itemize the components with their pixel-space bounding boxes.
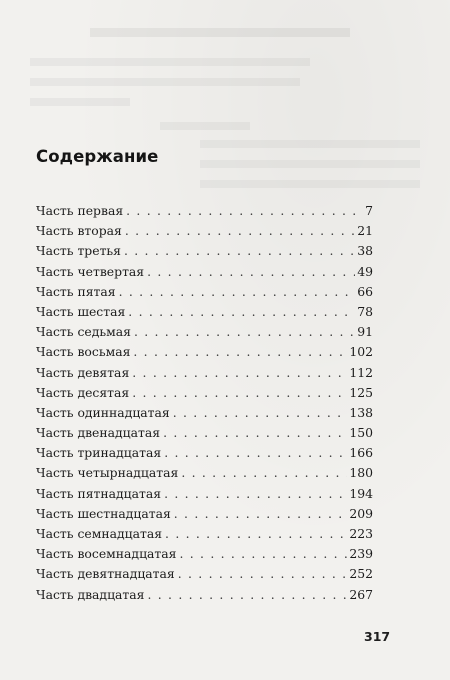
toc-entry-title: Часть семнадцатая xyxy=(36,526,163,541)
toc-entry-title: Часть пятая xyxy=(36,283,116,299)
toc-heading: Содержание xyxy=(36,147,159,166)
toc-entry-page: 267 xyxy=(349,586,373,602)
toc-entry-title: Часть шестнадцатая xyxy=(36,505,171,521)
dot-leader xyxy=(133,342,347,362)
dot-leader xyxy=(178,564,348,584)
toc-entry-page: 102 xyxy=(349,344,373,360)
toc-entry xyxy=(36,504,373,524)
toc-entry xyxy=(36,585,373,605)
toc-entry xyxy=(36,322,373,342)
toc-entry xyxy=(36,302,373,322)
toc-entry xyxy=(36,544,373,564)
toc-entry-title: Часть восемнадцатая xyxy=(36,546,177,562)
dot-leader xyxy=(164,484,347,504)
dot-leader xyxy=(119,282,356,302)
dot-leader xyxy=(147,262,355,282)
toc-entry-page: 125 xyxy=(349,384,373,400)
toc-entry xyxy=(36,221,373,241)
table-of-contents xyxy=(36,201,373,605)
dot-leader xyxy=(173,403,348,423)
toc-entry-page: 138 xyxy=(349,404,373,420)
dot-leader xyxy=(147,585,347,605)
toc-entry xyxy=(36,463,373,483)
toc-entry-page: 78 xyxy=(357,303,373,319)
toc-entry-title: Часть шестая xyxy=(36,303,126,319)
toc-entry-page: 180 xyxy=(349,465,373,481)
page-number: 317 xyxy=(364,629,391,644)
toc-entry-page: 252 xyxy=(349,566,373,582)
toc-entry xyxy=(36,262,373,282)
toc-entry-title: Часть девятая xyxy=(36,364,130,380)
toc-entry xyxy=(36,282,373,302)
toc-entry-page: 91 xyxy=(357,324,373,340)
toc-entry-page: 239 xyxy=(349,546,373,562)
toc-entry-title: Часть десятая xyxy=(36,384,130,400)
dot-leader xyxy=(165,524,347,544)
toc-entry-title: Часть седьмая xyxy=(36,324,131,340)
toc-entry-page: 209 xyxy=(349,505,373,521)
dot-leader xyxy=(132,383,347,403)
toc-entry xyxy=(36,524,373,544)
toc-entry-page: 66 xyxy=(357,283,373,299)
toc-entry-title: Часть девятнадцатая xyxy=(36,566,175,582)
toc-entry-page: 21 xyxy=(357,223,373,239)
dot-leader xyxy=(163,423,347,443)
toc-entry xyxy=(36,241,373,261)
toc-entry-title: Часть тринадцатая xyxy=(36,445,162,461)
toc-entry-page: 49 xyxy=(357,263,373,279)
dot-leader xyxy=(181,463,347,483)
toc-entry-title: Часть двадцатая xyxy=(36,586,145,602)
dot-leader xyxy=(125,221,355,241)
toc-entry xyxy=(36,201,373,221)
toc-entry xyxy=(36,564,373,584)
toc-entry-page: 112 xyxy=(349,364,373,380)
toc-entry xyxy=(36,423,373,443)
dot-leader xyxy=(179,544,347,564)
toc-entry-title: Часть двенадцатая xyxy=(36,425,161,441)
toc-entry-title: Часть пятнадцатая xyxy=(36,485,162,501)
toc-entry xyxy=(36,403,373,423)
toc-entry-page: 38 xyxy=(357,243,373,259)
dot-leader xyxy=(164,443,347,463)
toc-entry xyxy=(36,383,373,403)
toc-entry-page: 194 xyxy=(349,485,373,501)
toc-entry-title: Часть одиннадцатая xyxy=(36,404,170,420)
toc-entry-page: 223 xyxy=(349,526,373,541)
toc-entry-page: 7 xyxy=(365,203,373,218)
toc-entry-title: Часть восьмая xyxy=(36,344,131,360)
toc-entry xyxy=(36,363,373,383)
dot-leader xyxy=(174,504,348,524)
toc-entry-title: Часть третья xyxy=(36,243,121,259)
toc-entry xyxy=(36,342,373,362)
toc-entry xyxy=(36,443,373,463)
toc-entry-page: 150 xyxy=(349,425,373,441)
toc-entry-title: Часть вторая xyxy=(36,223,122,239)
toc-entry-title: Часть четырнадцатая xyxy=(36,465,179,481)
toc-entry-title: Часть четвертая xyxy=(36,263,145,279)
toc-entry-title: Часть первая xyxy=(36,203,124,218)
toc-entry-page: 166 xyxy=(349,445,373,461)
dot-leader xyxy=(128,302,355,322)
dot-leader xyxy=(134,322,355,342)
dot-leader xyxy=(124,241,355,261)
dot-leader xyxy=(126,201,363,221)
toc-entry xyxy=(36,484,373,504)
dot-leader xyxy=(132,363,347,383)
